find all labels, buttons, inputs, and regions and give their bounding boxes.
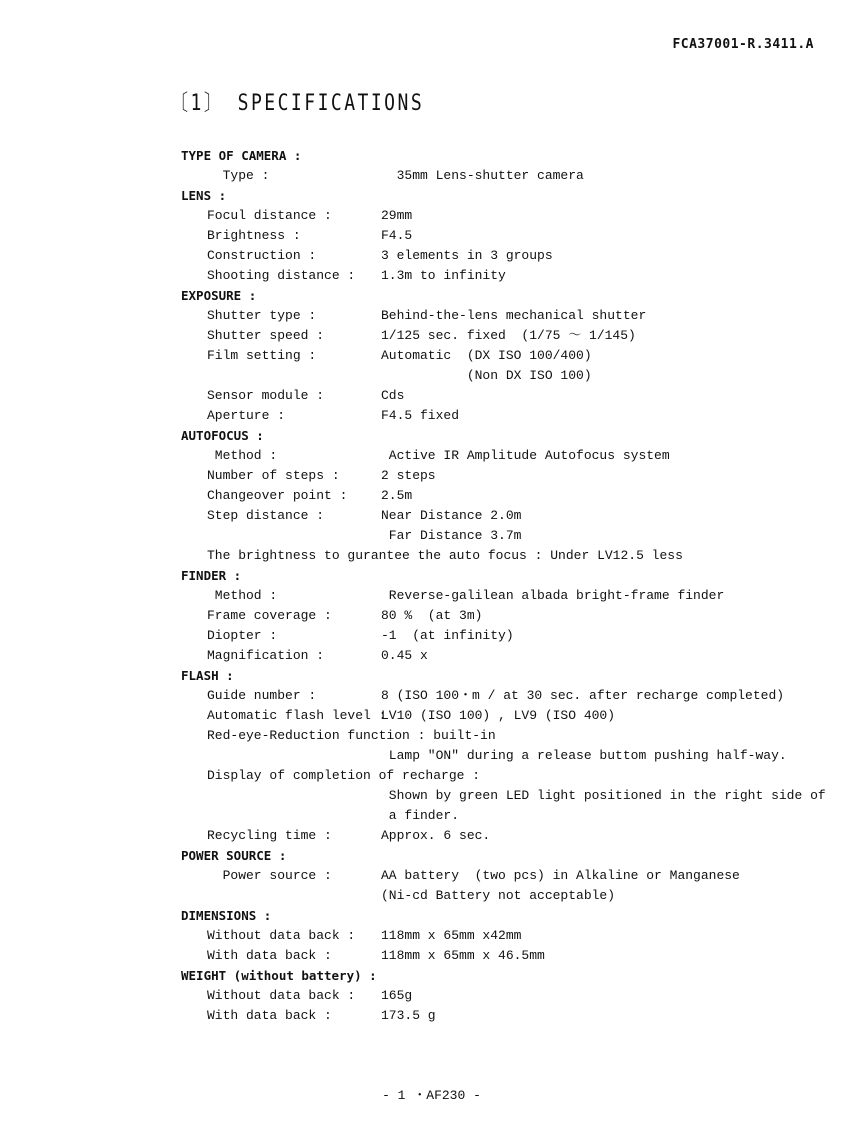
spec-label: Brightness : [207, 228, 301, 243]
spec-row [181, 786, 826, 806]
specifications-list [181, 146, 826, 1026]
spec-label: With data back : [207, 948, 332, 963]
spec-row [181, 466, 821, 486]
spec-label: Guide number : [207, 688, 317, 703]
section-heading-text: WEIGHT (without battery) : [181, 968, 377, 983]
section-heading-text: FINDER : [181, 568, 242, 583]
spec-row [181, 526, 821, 546]
spec-label: Type : [207, 168, 270, 183]
spec-row [181, 706, 821, 726]
spec-row [181, 366, 821, 386]
spec-row [181, 886, 821, 906]
spec-row [181, 266, 821, 286]
spec-note-text: Red-eye-Reduction function : built-in [207, 728, 496, 743]
spec-row [181, 926, 821, 946]
spec-label: Changeover point : [207, 488, 348, 503]
section-heading-text: DIMENSIONS : [181, 908, 272, 923]
spec-value: Far Distance 3.7m [381, 528, 522, 543]
spec-value: 8 (ISO 100・m / at 30 sec. after recharge completed) [381, 688, 785, 703]
spec-row [181, 206, 821, 226]
spec-row [181, 446, 821, 466]
document-id: FCA37001-R.3411.A [672, 37, 814, 52]
spec-value: Cds [381, 388, 405, 403]
spec-row [181, 506, 821, 526]
spec-value: 2 steps [381, 468, 436, 483]
spec-label: Without data back : [207, 988, 356, 1003]
spec-row [181, 826, 821, 846]
spec-note [181, 726, 821, 746]
spec-value: (Non DX ISO 100) [381, 368, 592, 383]
spec-value: Active IR Amplitude Autofocus system [381, 448, 670, 463]
spec-value: Automatic (DX ISO 100/400) [381, 348, 592, 363]
page-title: 〔1〕 SPECIFICATIONS [170, 91, 425, 116]
spec-label: Step distance : [207, 508, 325, 523]
spec-value: 118mm x 65mm x 46.5mm [381, 948, 545, 963]
spec-value: F4.5 [381, 228, 413, 243]
spec-label: Shutter type : [207, 308, 317, 323]
spec-label: Sensor module : [207, 388, 325, 403]
spec-value: Reverse-galilean albada bright-frame finder [381, 588, 725, 603]
section-heading [181, 846, 821, 866]
section-heading [181, 966, 821, 986]
spec-row [181, 686, 821, 706]
spec-note [181, 766, 821, 786]
spec-value: (Ni-cd Battery not acceptable) [381, 888, 616, 903]
spec-label: Shutter speed : [207, 328, 325, 343]
section-heading [181, 146, 821, 166]
spec-row [181, 166, 821, 186]
section-heading-text: EXPOSURE : [181, 288, 257, 303]
spec-value: 118mm x 65mm x42mm [381, 928, 522, 943]
page-footer: - 1 ・AF230 - [382, 1088, 481, 1103]
spec-label: Aperture : [207, 408, 286, 423]
section-heading [181, 566, 821, 586]
spec-value: Near Distance 2.0m [381, 508, 522, 523]
spec-value: 173.5 g [381, 1008, 436, 1023]
spec-row [181, 866, 821, 886]
spec-value: Lamp "ON" during a release buttom pushing half-way. [381, 748, 787, 763]
spec-value: 1.3m to infinity [381, 268, 506, 283]
spec-value: a finder. [381, 808, 460, 823]
spec-row [181, 586, 821, 606]
spec-label: Film setting : [207, 348, 317, 363]
spec-row [181, 986, 821, 1006]
spec-value: 165g [381, 988, 413, 1003]
spec-label: With data back : [207, 1008, 332, 1023]
spec-row [181, 326, 821, 346]
spec-value: -1 (at infinity) [381, 628, 514, 643]
spec-row [181, 486, 821, 506]
spec-value: Behind-the-lens mechanical shutter [381, 308, 647, 323]
spec-note [181, 546, 821, 566]
spec-label: Recycling time : [207, 828, 332, 843]
spec-row [181, 806, 821, 826]
spec-value: LV10 (ISO 100) , LV9 (ISO 400) [381, 708, 616, 723]
spec-row [181, 746, 821, 766]
spec-label: Method : [207, 448, 278, 463]
section-heading [181, 666, 821, 686]
spec-label: Magnification : [207, 648, 325, 663]
spec-value: Shown by green LED light positioned in the right side of [381, 788, 826, 803]
spec-label: Frame coverage : [207, 608, 332, 623]
spec-value: Approx. 6 sec. [381, 828, 491, 843]
spec-label: Number of steps : [207, 468, 340, 483]
spec-value: 0.45 x [381, 648, 428, 663]
section-heading-text: TYPE OF CAMERA : [181, 148, 302, 163]
spec-value: F4.5 fixed [381, 408, 460, 423]
spec-note-text: The brightness to gurantee the auto focus : Under LV12.5 less [207, 548, 683, 563]
spec-value: 3 elements in 3 groups [381, 248, 553, 263]
section-heading [181, 426, 821, 446]
spec-row [181, 246, 821, 266]
spec-note-text: Display of completion of recharge : [207, 768, 481, 783]
spec-label: Construction : [207, 248, 317, 263]
spec-label: Focul distance : [207, 208, 332, 223]
spec-row [181, 386, 821, 406]
section-heading [181, 186, 821, 206]
spec-value: 80 % (at 3m) [381, 608, 483, 623]
spec-row [181, 606, 821, 626]
spec-row [181, 306, 821, 326]
spec-label: Diopter : [207, 628, 278, 643]
spec-label: Method : [207, 588, 278, 603]
section-heading-text: AUTOFOCUS : [181, 428, 264, 443]
spec-row [181, 646, 821, 666]
spec-row [181, 406, 821, 426]
spec-value: 1/125 sec. fixed (1/75 ～ 1/145) [381, 328, 636, 343]
section-heading [181, 286, 821, 306]
spec-row [181, 626, 821, 646]
spec-label: Shooting distance : [207, 268, 356, 283]
spec-row [181, 346, 821, 366]
spec-label: Without data back : [207, 928, 356, 943]
spec-value: AA battery (two pcs) in Alkaline or Manganese [381, 868, 740, 883]
section-heading [181, 906, 821, 926]
spec-row [181, 1006, 821, 1026]
section-heading-text: POWER SOURCE : [181, 848, 287, 863]
spec-row [181, 946, 821, 966]
spec-value: 35mm Lens-shutter camera [381, 168, 584, 183]
section-heading-text: FLASH : [181, 668, 234, 683]
spec-label: Power source : [207, 868, 332, 883]
spec-row [181, 226, 821, 246]
spec-value: 2.5m [381, 488, 413, 503]
spec-label: Automatic flash level : [207, 708, 387, 723]
section-heading-text: LENS : [181, 188, 227, 203]
spec-value: 29mm [381, 208, 413, 223]
